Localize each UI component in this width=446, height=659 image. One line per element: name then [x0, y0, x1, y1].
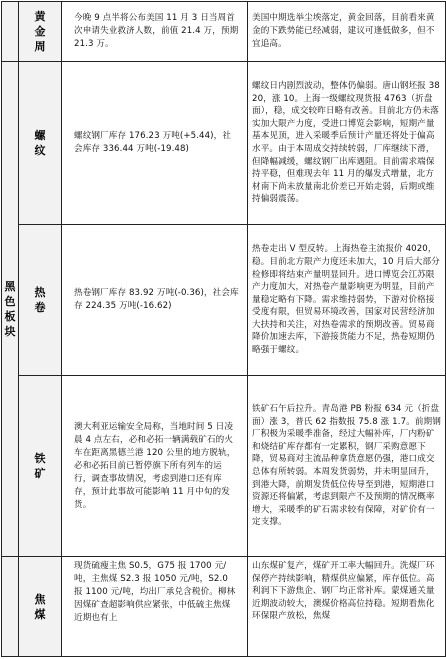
- fact-cell: [62, 62, 248, 225]
- label-glyph: 色: [4, 295, 16, 308]
- label-glyph: 螺: [34, 129, 46, 142]
- category-cell: [19, 62, 62, 225]
- category-cell: [19, 2, 62, 62]
- research-table-page: [1, 1, 445, 658]
- category-cell: [19, 225, 62, 376]
- fact-text: 热卷钢厂库存 83.92 万吨(-0.36)，社会库存 224.35 万吨(-16.62): [74, 288, 239, 311]
- view-cell: [248, 557, 446, 657]
- table-row-hot-coil: [2, 225, 446, 376]
- category-label: [19, 285, 61, 315]
- table-row-iron-ore: [2, 376, 446, 557]
- category-label: [19, 451, 61, 481]
- category-label: [19, 128, 61, 158]
- label-glyph: 矿: [34, 467, 46, 480]
- label-glyph: 煤: [34, 607, 46, 621]
- view-text: 热卷走出 V 型反转。上海热卷主流报价 4020，稳。目前北方限产力度还未加大，10 月后大部分检修即将结束产量明显回升。进口博览会江苏限产力度加大，对热卷产量影响更为明显，目前产量稳定略有下降。需求维持弱势，下游对价格接受度有限，但贸易环境改善，国家对民营经济加大扶持和关注，对热卷需求的预期改善。贸易商降价加速去库，下游接货能力不足，热卷短期仍略强于螺纹。: [252, 244, 440, 356]
- view-text: 山东煤矿复产，煤矿开工率大幅回升。洗煤厂环保停产持续影响，精煤供应偏紧，库存低位。高利润下下游焦企、钢厂均正常补库。蒙煤通关量近期波动较大，澳煤价格高位持稳。短期看焦化环保限产放松，焦煤: [252, 561, 435, 622]
- view-cell: [248, 376, 446, 557]
- view-text: 铁矿石午后拉升。青岛港 PB 粉报 634 元（折盘面）涨 3，普氏 62 指数报 75.8 涨 1.7。前期钢厂积极为采暖季准备，经过大幅补库，厂内粉矿和烧结矿库存都有一定累积，钢厂采购意愿下降，贸易商对主流品种拿货意愿仍强，港口成交总体有所转弱。本周发货弱势，并未明显回升，到港大降，前期发货低位传导至到港，短期港口资源还将偏紧，考虑到限产不及预期的情况概率增大，采暖季的矿石需求较有保障，对矿价有一定支撑。: [252, 404, 441, 528]
- label-glyph: 铁: [34, 452, 46, 465]
- table-row-coking-coal: [2, 557, 446, 657]
- section-label: [2, 279, 18, 339]
- fact-text: 澳大利亚运输安全局称，当地时间 5 日凌晨 4 点左右，必和必拓一辆满载矿石的火车在距离黑德兰港 120 公里的地方脱轨，必和必拓目前已暂停旗下所有列车的运行，调查事故情况，考虑到港口还有库存，预计此事故可能影响 11 月中旬的发货。: [74, 421, 236, 510]
- section-spacer: [2, 557, 19, 657]
- label-glyph: 金: [34, 25, 46, 38]
- label-glyph: 卷: [34, 301, 46, 314]
- market-commentary-table: [1, 1, 446, 657]
- label-glyph: 黑: [4, 280, 16, 293]
- category-cell: [19, 557, 62, 657]
- label-glyph: 板: [4, 310, 16, 323]
- fact-cell: [62, 557, 248, 657]
- view-text: 美国中期选举尘埃落定，黄金回落，目前看来黄金的下跌势能已经减弱，建议可逢低做多，但不宜追高。: [252, 13, 435, 49]
- category-label: [19, 592, 61, 622]
- label-glyph: 纹: [34, 144, 46, 157]
- view-cell: [248, 62, 446, 225]
- label-glyph: 焦: [34, 592, 46, 606]
- fact-text: 今晚 9 点半将公布美国 11 月 3 日当周首次申请失业救济人数，前值 21.4 万，预期 21.3 万。: [74, 13, 239, 49]
- category-label: [19, 9, 61, 54]
- table-row-gold: [2, 2, 446, 62]
- fact-text: 现货硫瘦主焦 S0.5，G75 报 1700 元/吨，主焦煤 S2.3 报 1050 元/吨，S2.0 报 1100 元/吨，均出厂承兑含税价。柳林因煤矿查超影响供应紧张，中低硫主焦煤近期也有上: [74, 561, 236, 623]
- section-cell: [2, 62, 19, 557]
- fact-cell: [62, 376, 248, 557]
- fact-cell: [62, 225, 248, 376]
- label-glyph: 块: [4, 325, 16, 338]
- section-spacer: [2, 2, 19, 62]
- label-glyph: 周: [34, 40, 46, 53]
- category-cell: [19, 376, 62, 557]
- label-glyph: 黄: [34, 10, 46, 23]
- view-cell: [248, 225, 446, 376]
- view-text: 螺纹日内剧烈波动，整体仍偏弱。唐山钢坯报 3820，涨 10。上海一级螺纹现货报 4763（折盘面），稳，成交较昨日略有改善。目前北方仍未落实加大限产力度，受进口博览会影响，短期产量基本见顶，进入采暖季后预计产量还将处于偏高水平。由于本周成交持续转弱，厂库继续下滑，但降幅减缓，螺纹钢厂出库遇阻。目前需求端保持平稳，但难现去年 11 月的爆发式增量，北方材南下尚未放量南北价差已开始走弱，后期或维持偏弱震荡。: [252, 81, 440, 205]
- fact-text: 螺纹钢厂库存 176.23 万吨(+5.44)，社会库存 336.44 万吨(-19.48): [74, 131, 232, 154]
- fact-cell: [62, 2, 248, 62]
- view-cell: [248, 2, 446, 62]
- label-glyph: 热: [34, 286, 46, 299]
- table-row-rebar: [2, 62, 446, 225]
